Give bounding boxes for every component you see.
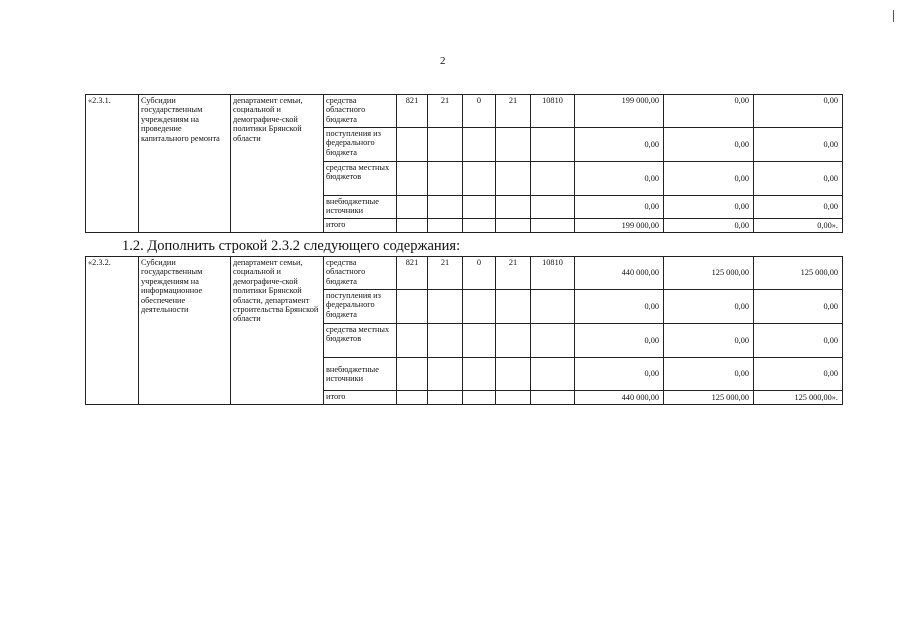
row-id: «2.3.1. <box>86 95 139 233</box>
value-cell: 0,00 <box>754 358 843 391</box>
code-cell <box>496 391 531 405</box>
value-cell: 0,00 <box>664 290 754 324</box>
code-cell <box>397 162 428 196</box>
code-cell: 821 <box>397 95 428 128</box>
source-cell: внебюджетные источники <box>324 358 397 391</box>
code-cell <box>531 128 575 162</box>
code-cell <box>397 196 428 219</box>
code-cell <box>463 162 496 196</box>
source-cell: средства областного бюджета <box>324 95 397 128</box>
code-cell <box>531 219 575 233</box>
table-row <box>86 257 843 290</box>
value-cell: 125 000,00 <box>664 257 754 290</box>
value-cell: 0,00 <box>754 95 843 128</box>
source-cell: средства областного бюджета <box>324 257 397 290</box>
code-cell <box>428 196 463 219</box>
code-cell <box>397 290 428 324</box>
code-cell: 821 <box>397 257 428 290</box>
value-cell: 0,00 <box>575 128 664 162</box>
value-cell: 0,00 <box>754 290 843 324</box>
source-cell: поступления из федерального бюджета <box>324 290 397 324</box>
code-cell <box>397 358 428 391</box>
code-cell <box>428 162 463 196</box>
source-cell: средства местных бюджетов <box>324 162 397 196</box>
code-cell: 21 <box>496 257 531 290</box>
table-row <box>86 95 843 128</box>
value-cell: 0,00 <box>664 324 754 358</box>
source-cell: поступления из федерального бюджета <box>324 128 397 162</box>
row-name: Субсидии государственным учреждениям на проведение капитального ремонта <box>139 95 231 233</box>
value-cell: 0,00 <box>575 162 664 196</box>
code-cell <box>531 358 575 391</box>
code-cell: 0 <box>463 257 496 290</box>
code-cell <box>463 219 496 233</box>
value-cell: 125 000,00 <box>664 391 754 405</box>
row-name: Субсидии государственным учреждениям на информационное обеспечение деятельности <box>139 257 231 405</box>
value-cell: 125 000,00». <box>754 391 843 405</box>
code-cell <box>496 358 531 391</box>
code-cell <box>428 391 463 405</box>
source-cell: итого <box>324 391 397 405</box>
code-cell <box>496 162 531 196</box>
value-cell: 0,00 <box>664 95 754 128</box>
code-cell: 21 <box>496 95 531 128</box>
code-cell <box>428 358 463 391</box>
value-cell: 0,00 <box>664 128 754 162</box>
source-cell: средства местных бюджетов <box>324 324 397 358</box>
code-cell: 21 <box>428 95 463 128</box>
code-cell <box>531 391 575 405</box>
value-cell: 199 000,00 <box>575 219 664 233</box>
code-cell <box>463 324 496 358</box>
code-cell <box>397 324 428 358</box>
code-cell <box>463 196 496 219</box>
value-cell: 440 000,00 <box>575 391 664 405</box>
budget-table-2-3-2 <box>85 256 842 405</box>
section-heading: 1.2. Дополнить строкой 2.3.2 следующего содержания: <box>122 238 461 254</box>
code-cell <box>496 290 531 324</box>
row-id: «2.3.2. <box>86 257 139 405</box>
code-cell <box>397 391 428 405</box>
code-cell <box>496 219 531 233</box>
value-cell: 440 000,00 <box>575 257 664 290</box>
code-cell <box>463 358 496 391</box>
code-cell <box>428 219 463 233</box>
value-cell: 0,00 <box>664 162 754 196</box>
code-cell: 0 <box>463 95 496 128</box>
value-cell: 0,00 <box>575 196 664 219</box>
row-executor: департамент семьи, социальной и демографиче-ской политики Брянской области, департамент строительства Брянской области <box>231 257 324 405</box>
value-cell: 0,00 <box>754 128 843 162</box>
code-cell <box>531 290 575 324</box>
page-number: 2 <box>440 55 446 67</box>
value-cell: 0,00 <box>664 358 754 391</box>
code-cell <box>397 219 428 233</box>
value-cell: 0,00». <box>754 219 843 233</box>
code-cell <box>496 128 531 162</box>
code-cell: 10810 <box>531 95 575 128</box>
value-cell: 0,00 <box>664 219 754 233</box>
value-cell: 0,00 <box>754 162 843 196</box>
code-cell <box>531 196 575 219</box>
code-cell <box>463 128 496 162</box>
budget-table-2-3-1 <box>85 94 842 233</box>
value-cell: 199 000,00 <box>575 95 664 128</box>
value-cell: 0,00 <box>664 196 754 219</box>
code-cell <box>496 196 531 219</box>
value-cell: 125 000,00 <box>754 257 843 290</box>
value-cell: 0,00 <box>575 324 664 358</box>
code-cell <box>463 391 496 405</box>
value-cell: 0,00 <box>754 324 843 358</box>
code-cell <box>496 324 531 358</box>
code-cell <box>428 324 463 358</box>
value-cell: 0,00 <box>754 196 843 219</box>
value-cell: 0,00 <box>575 290 664 324</box>
code-cell: 21 <box>428 257 463 290</box>
scan-edge-mark <box>893 10 894 22</box>
code-cell <box>463 290 496 324</box>
source-cell: итого <box>324 219 397 233</box>
source-cell: внебюджетные источники <box>324 196 397 219</box>
code-cell <box>397 128 428 162</box>
code-cell <box>531 324 575 358</box>
value-cell: 0,00 <box>575 358 664 391</box>
code-cell <box>428 290 463 324</box>
code-cell <box>531 162 575 196</box>
row-executor: департамент семьи, социальной и демографиче-ской политики Брянской области <box>231 95 324 233</box>
code-cell: 10810 <box>531 257 575 290</box>
code-cell <box>428 128 463 162</box>
